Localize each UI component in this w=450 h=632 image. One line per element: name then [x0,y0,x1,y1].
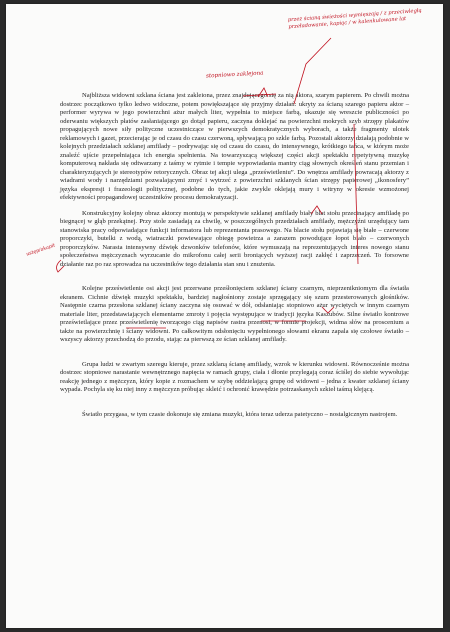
document-page [6,4,443,628]
paragraph-1: Najbliższa widowni szklana ściana jest zakleiona, przez znajdującego się za nią aktora, szarym papierem. Po chwili można dostrzec początkowo tylko ledwo widoczne, potem powiększające się przyjmy działań: ukryty za ścianą szarego papieru aktor – performer wyrywa w jego powierzchni ażur małych liter, wypełnia to miejsce farbą, ukazuje się wreszcie publiczności po oderwaniu większych płatów zasłaniającego go dotąd papieru, zaczyna doklejać na powierzchni mokrych szyb strzępy plakatów propagujących nowe siły polityczne uczestniczące w pierwszych demokratycznych wyborach, a także fragmenty ulotek reklamowych i gazet, przecierając je od czasu do czasu czerwoną, spływającą po szkle farbą. Pozostali aktorzy działają podobnie w kolejnych przedziałach szklanej amfilady – podrywając się od czasu do czasu, do intensywnego, krótkiego tańca, w którym może znaleźć ujście przepełniająca ich energia spełnienia. Na towarzyszącą większej części akcji spektaklu repetytywną muzykę komputerową nakłada się odtwarzany z taśmy w rytmie i tempie wypowiadania mantry ciąg słownych określeń stanu przemian i charakteryzujących je stereotypów retorycznych. Obraz tej akcji ulega „prześwietleniu”. Do wnętrza amfilady powracają aktorzy z wiadrami wody i narzędziami pozwalającymi zmyć i wytrzeć z powierzchni szklanych ścian strzępy papierowej „ikonosfery” języka ekspresji i frazeologii politycznej, podobne do tych, jakie zwykle oklejają mury i witryny w okresie wzmożonej efektywności propagandowej uczestników procesu demokratyzacji. [60,92,409,201]
body-text [60,92,409,419]
paragraph-5: Światło przygasa, w tym czasie dokonuje się zmiana muzyki, która teraz uderza patetyczno – nostalgicznym nastrojem. [82,410,398,418]
paragraph-3: Kolejne prześwietlenie osi akcji jest przerwane prześłonięciem szklanej ściany czarnym, nieprzenikniomym dla światła ekranem. Cichnie dźwięk muzyki spektaklu, bardziej nagłośniony zostaje sprzęgający się szum przesterowanych głośników. Następnie czarna przesłona szklanej ściany zaczyna się osuwać w dół, odsłaniając stopniowo ażur wyciętych w innym czarnym materiale liter, przedstawiających elementarne zmroty i pojęcia występujące w tradycji języka Kaszubów. Silne światło kontrowe prześwietlające przez prześwietlenię tworzącego ciąg napisów rastra przenosi, w formie projekcji, widma słów na proscenium a także na powierzchnię i ściany widowni. Po całkowitym odsłonięciu wypełnionego słowami ekranu zapala się czołowe światło – wszyscy aktorzy przechodzą do przodu, stając za pierwszą ze ścian szklanej amfilady. [60,285,409,343]
handwritten-annotation-top-right: przez ścianą świeżości wymięszają / z przeciwległą przeładowanie, kapiąc / w kalenkulowane lat [287,7,422,31]
handwritten-annotation-margin: ustęp/akapit [25,243,57,258]
paragraph-4: Grupa ludzi w zwartym szeregu kieruje, przez szklaną ścianę amfilady, wzrok w kierunku widowni. Równocześnie można dostrzec stopniowe narastanie wewnętrznego napięcia w ramach grupy, ciała i dłonie przylegają coraz ściślej do siebie wywołując reakcję jednego z mężczyzn, który kopie z rozmachem w szybę oddzielającą grupę od widowni – jedna z kwater szklanej ściany wypada. Pochyla się ku niej inny z mężczyzn próbując skleić i ochronić krawędzie potrzaskanych szkieł taśmą klejącą. [60,360,409,393]
paragraph-2: Konstrukcyjny kolejny obraz aktorzy montują w perspektywie szklanej amfilady biały blat stołu przecinający amfiladę po biegnącej w głąb przekątnej. Przy stole zasiadają za chwilę, w poszczególnych przedziałach amfilady, mężczyźni urzędujący tam stanowiska pracy odpowiadające funkcji informatora lub reprezentanta prasowego. Na blacie stołu pojawiają się białe – czerwone proporczyki, butelki z wodą, wiatraczki powiewające obiegę powietrza a zarazem powodujące łopot biało – czerwonych proporczyków. Narasta intensywny dźwięk dzwonków telefonów, które wymuszają na reprezentujących interes nowego stanu społeczeństwa mężczyznach wyrzucanie do mikrofonu całej serii broniących wyższej racji zakłęć i zaprzeczeń. To forsowne działanie raz po raz sprowadza na uczestników tego działania stan snu i znużenia. [60,209,409,268]
handwritten-annotation-stopniowo: stopniowo zaklejona [205,70,264,80]
